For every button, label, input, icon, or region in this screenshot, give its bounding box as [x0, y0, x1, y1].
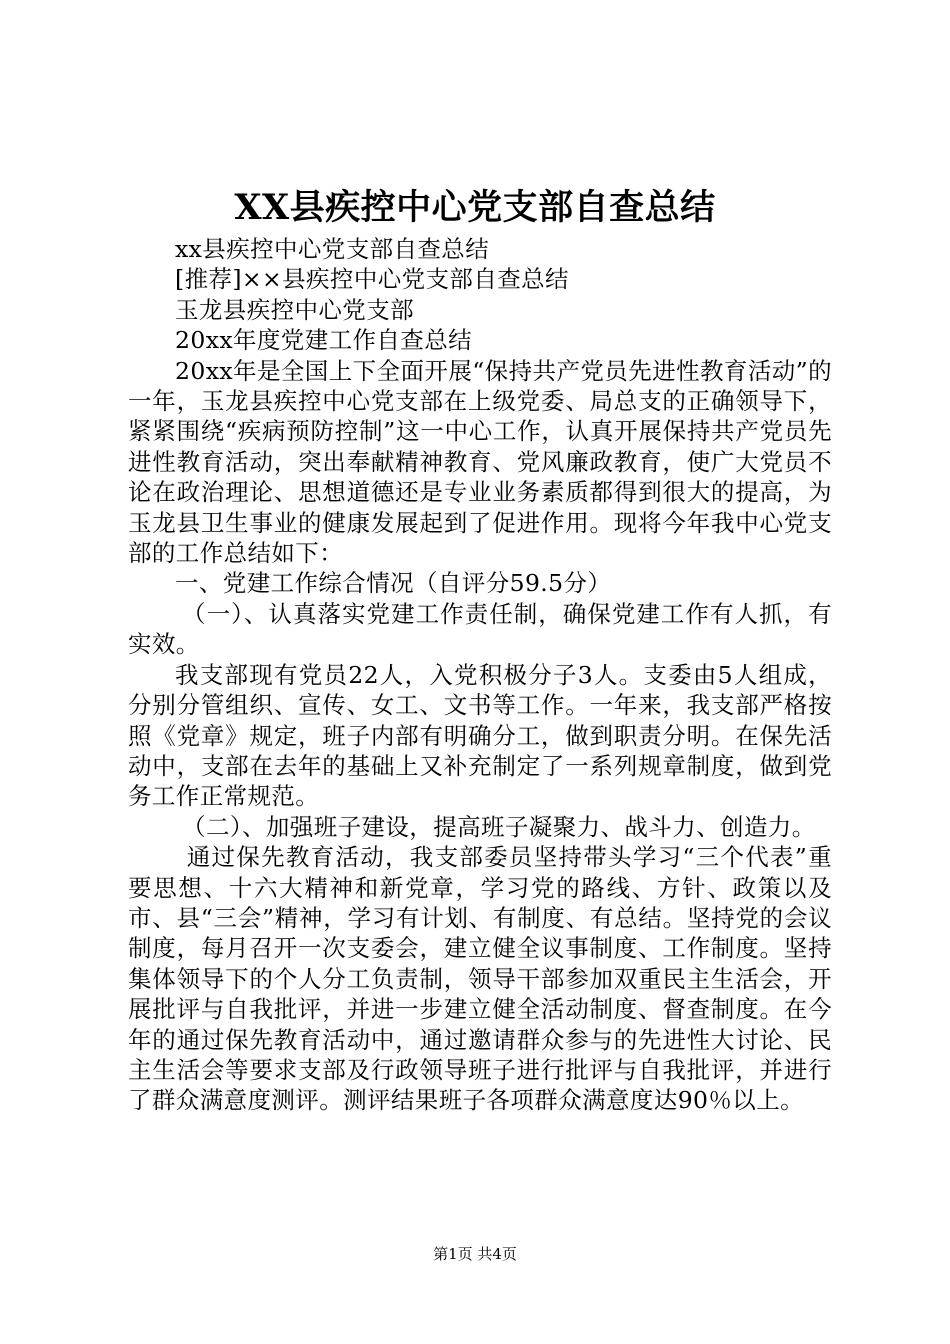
- subsection-heading-1: （一）、认真落实党建工作责任制，确保党建工作有人抓，有实效。: [128, 599, 832, 659]
- paragraph-subtitle: xx县疾控中心党支部自查总结: [175, 235, 490, 263]
- paragraph-recommend: [推荐]××县疾控中心党支部自查总结: [175, 265, 569, 294]
- section-heading-1: 一、党建工作综合情况（自评分59.5分）: [175, 569, 612, 598]
- paragraph-team-building: 通过保先教育活动，我支部委员坚持带头学习“三个代表”重要思想、十六大精神和新党章，学习党的路线、方针、政策以及市、县“三会”精神，学习有计划、有制度、有总结。坚持党的会议制度，每月召开一次支委会，建立健全议事制度、工作制度。坚持集体领导下的个人分工负责制，领导干部参加双重民主生活会，开展批评与自我批评，并进一步建立健全活动制度、督查制度。在今年的通过保先教育活动中，通过邀请群众参与的先进性大讨论、民主生活会等要求支部及行政领导班子进行批评与自我批评，并进行了群众满意度测评。测评结果班子各项群众满意度达90％以上。: [128, 843, 832, 1115]
- document-body: [128, 234, 832, 1116]
- paragraph-org-name: 玉龙县疾控中心党支部: [175, 295, 414, 324]
- page-footer: 第1页 共4页: [433, 1245, 517, 1263]
- paragraph-members: 我支部现有党员22人，入党积极分子3人。支委由5人组成，分别分管组织、宣传、女工、文书等工作。一年来，我支部严格按照《党章》规定，班子内部有明确分工，做到职责分明。在保先活动中，支部在去年的基础上又补充制定了一系列规章制度，做到党务工作正常规范。: [128, 660, 832, 811]
- document-title: XX县疾控中心党支部自查总结: [234, 187, 716, 228]
- subsection-heading-2: （二）、加强班子建设，提高班子凝聚力、战斗力、创造力。: [182, 812, 816, 841]
- paragraph-intro: 20xx年是全国上下全面开展“保持共产党员先进性教育活动”的一年，玉龙县疾控中心党支部在上级党委、局总支的正确领导下，紧紧围绕“疾病预防控制”这一中心工作，认真开展保持共产党员先进性教育活动，突出奉献精神教育、党风廉政教育，使广大党员不论在政治理论、思想道德还是专业业务素质都得到很大的提高，为玉龙县卫生事业的健康发展起到了促进作用。现将今年我中心党支部的工作总结如下：: [128, 356, 832, 568]
- paragraph-report-title: 20xx年度党建工作自查总结: [175, 326, 473, 355]
